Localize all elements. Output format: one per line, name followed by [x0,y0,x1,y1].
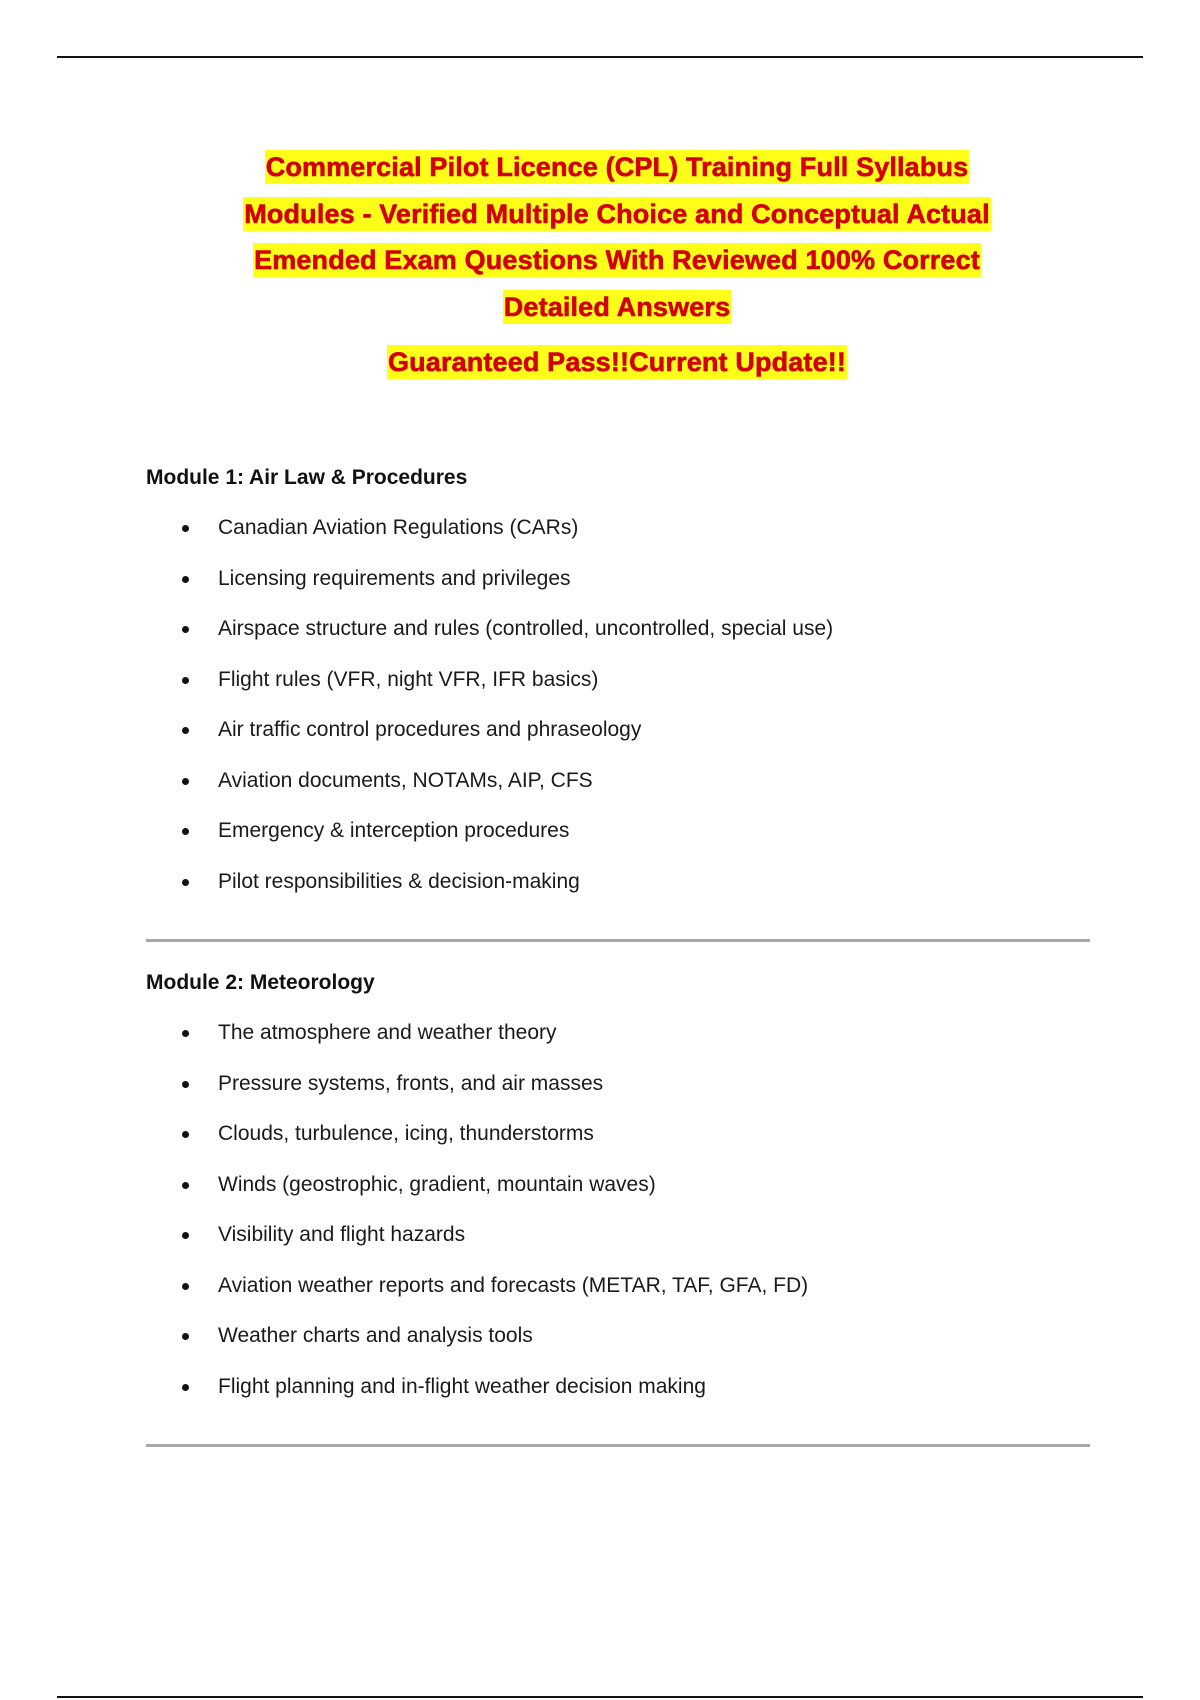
section-divider [146,939,1090,942]
list-item-text: Canadian Aviation Regulations (CARs) [218,516,579,539]
bullet-icon [182,727,189,734]
bullet-icon [182,1333,189,1340]
module-heading: Module 1: Air Law & Procedures [146,466,468,489]
bullet-icon [182,576,189,583]
bullet-icon [182,778,189,785]
list-item [146,1171,1090,1222]
bullet-icon [182,626,189,633]
list-item [146,767,1090,818]
title-line-1: Commercial Pilot Licence (CPL) Training Full Syllabus [265,152,969,182]
list-item-text: Aviation weather reports and forecasts (METAR, TAF, GFA, FD) [218,1273,809,1297]
bullet-icon [182,677,189,684]
bullet-icon [182,1030,189,1037]
list-item-text: The atmosphere and weather theory [218,1021,557,1044]
list-item-text: Air traffic control procedures and phraseology [218,718,642,741]
list-item [146,1272,1090,1323]
list-item-text: Aviation documents, NOTAMs, AIP, CFS [218,768,593,792]
list-item [146,666,1090,717]
document-title [150,144,1084,330]
page-top-rule [57,56,1143,58]
list-item [146,716,1090,767]
bullet-icon [182,525,189,532]
list-item-text: Clouds, turbulence, icing, thunderstorms [218,1122,594,1145]
list-item [146,514,1090,565]
list-item [146,817,1090,868]
list-item [146,615,1090,666]
bullet-icon [182,1283,189,1290]
topic-list [146,514,1090,918]
module-air-law [146,464,1090,918]
list-item [146,1070,1090,1121]
title-block [150,144,1084,385]
list-item-text: Licensing requirements and privileges [218,566,571,590]
title-line-2: Modules - Verified Multiple Choice and Conceptual Actual [244,198,990,229]
document-subtitle [150,339,1084,385]
module-heading: Module 2: Meteorology [146,971,375,994]
list-item-text: Pilot responsibilities & decision-making [218,869,580,893]
list-item-text: Winds (geostrophic, gradient, mountain waves) [218,1172,656,1196]
list-item-text: Emergency & interception procedures [218,819,570,842]
list-item [146,1221,1090,1272]
title-line-3: Emended Exam Questions With Reviewed 100% Correct [254,245,980,275]
list-item [146,565,1090,616]
list-item [146,1322,1090,1373]
page-bottom-rule [57,1696,1143,1698]
section-divider [146,1444,1090,1447]
title-line-4: Detailed Answers [503,291,731,322]
list-item [146,868,1090,919]
list-item-text: Visibility and flight hazards [218,1223,466,1246]
list-item [146,1373,1090,1424]
bullet-icon [182,1384,189,1391]
list-item-text: Weather charts and analysis tools [218,1324,533,1347]
module-meteorology [146,969,1090,1423]
bullet-icon [182,1182,189,1189]
bullet-icon [182,828,189,835]
subtitle-text: Guaranteed Pass!!Current Update!! [387,347,847,377]
list-item-text: Pressure systems, fronts, and air masses [218,1071,604,1095]
bullet-icon [182,1232,189,1239]
list-item-text: Flight planning and in-flight weather decision making [218,1374,706,1398]
bullet-icon [182,1081,189,1088]
topic-list [146,1019,1090,1423]
list-item [146,1120,1090,1171]
bullet-icon [182,879,189,886]
list-item-text: Flight rules (VFR, night VFR, IFR basics) [218,667,599,691]
list-item-text: Airspace structure and rules (controlled, uncontrolled, special use) [218,617,834,640]
list-item [146,1019,1090,1070]
bullet-icon [182,1131,189,1138]
